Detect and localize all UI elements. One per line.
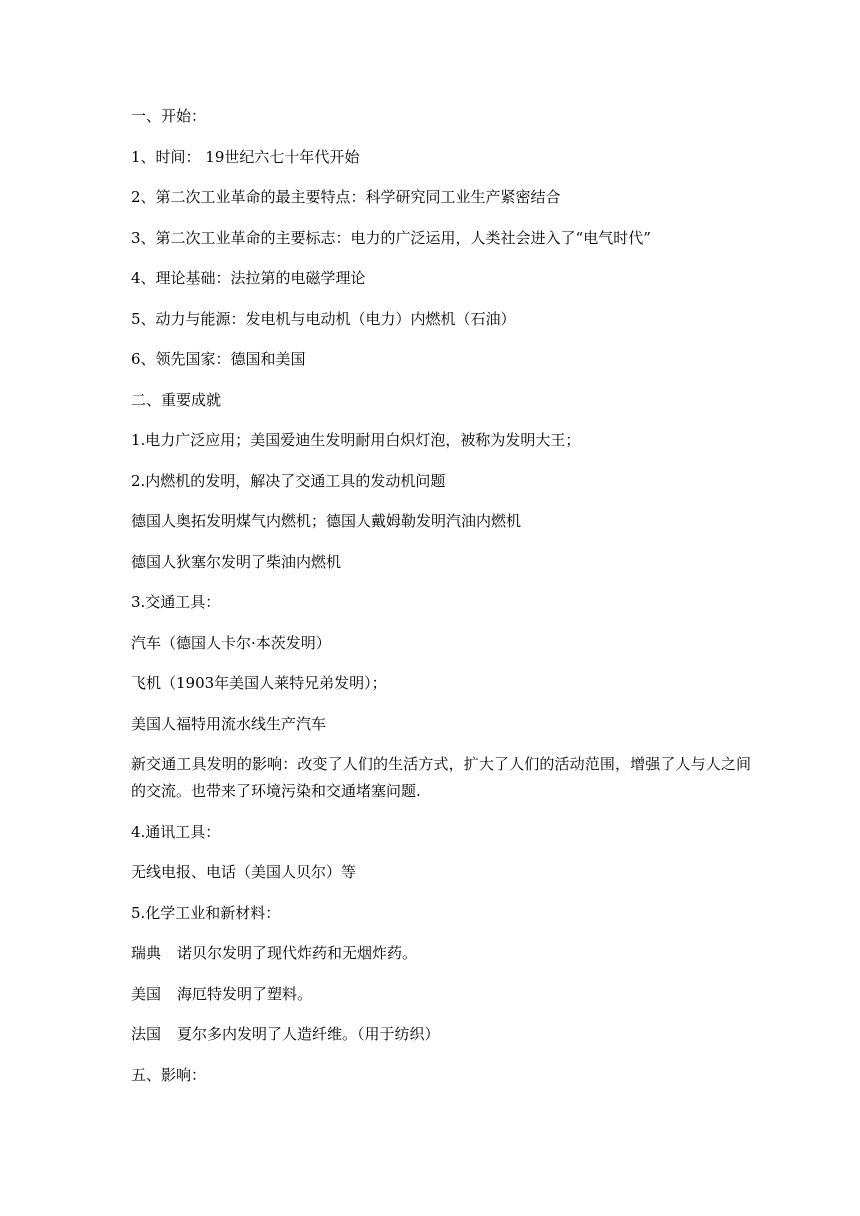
text-line-otto-daimler: 德国人奥拓发明煤气内燃机；德国人戴姆勒发明汽油内燃机 bbox=[131, 512, 522, 530]
text-line-engine: 2.内燃机的发明，解决了交通工具的发动机问题 bbox=[131, 471, 446, 490]
text-line-diesel: 德国人狄塞尔发明了柴油内燃机 bbox=[131, 552, 342, 571]
invention-text: 海厄特发明了塑料。 bbox=[177, 984, 313, 1003]
text-line-time: 1、时间： 19世纪六七十年代开始 bbox=[131, 147, 360, 166]
invention-row bbox=[131, 1021, 751, 1048]
text-line-theory: 4、理论基础：法拉第的电磁学理论 bbox=[131, 269, 366, 287]
text-line-countries: 6、领先国家：德国和美国 bbox=[131, 350, 306, 368]
text-line-communication: 4.通讯工具： bbox=[131, 822, 221, 841]
invention-row bbox=[131, 940, 751, 967]
text-line-car: 汽车（德国人卡尔·本茨发明） bbox=[131, 633, 331, 652]
invention-row bbox=[131, 981, 751, 1008]
document-body bbox=[131, 103, 751, 1102]
text-paragraph-impact: 新交通工具发明的影响：改变了人们的生活方式，扩大了人们的活动范围，增强了人与人之间的交流。也带来了环境污染和交通堵塞问题. bbox=[131, 755, 751, 800]
text-line-transport: 3.交通工具： bbox=[131, 593, 221, 611]
section-heading-achievements: 二、重要成就 bbox=[131, 390, 222, 409]
text-line-marker: 3、第二次工业革命的主要标志：电力的广泛运用，人类社会进入了“电气时代” bbox=[131, 228, 651, 247]
invention-text: 夏尔多内发明了人造纤维。（用于纺织） bbox=[177, 1025, 440, 1043]
text-line-airplane: 飞机（1903年美国人莱特兄弟发明）； bbox=[131, 674, 387, 692]
invention-text: 诺贝尔发明了现代炸药和无烟炸药。 bbox=[177, 944, 418, 962]
invention-country: 瑞典 bbox=[131, 944, 162, 962]
text-line-energy: 5、动力与能源：发电机与电动机（电力）内燃机（石油） bbox=[131, 309, 516, 328]
section-heading-start: 一、开始： bbox=[131, 107, 207, 125]
text-line-electricity: 1.电力广泛应用；美国爱迪生发明耐用白炽灯泡，被称为发明大王； bbox=[131, 431, 581, 449]
text-line-ford: 美国人福特用流水线生产汽车 bbox=[131, 714, 327, 733]
text-line-telegraph: 无线电报、电话（美国人贝尔）等 bbox=[131, 863, 357, 881]
text-line-chemistry: 5.化学工业和新材料： bbox=[131, 903, 281, 922]
text-line-feature: 2、第二次工业革命的最主要特点：科学研究同工业生产紧密结合 bbox=[131, 188, 561, 206]
invention-country: 美国 bbox=[131, 984, 162, 1003]
invention-country: 法国 bbox=[131, 1025, 162, 1043]
section-heading-impact: 五、影响： bbox=[131, 1065, 207, 1084]
